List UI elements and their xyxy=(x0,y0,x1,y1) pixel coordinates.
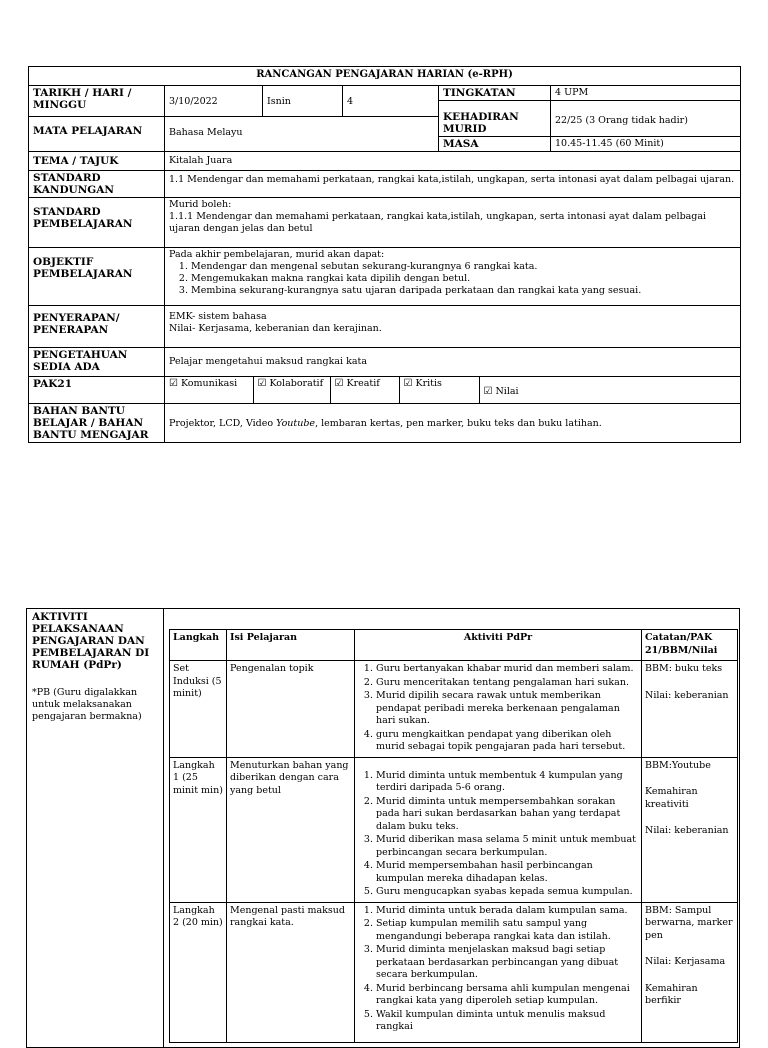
objektif-item: 3. Membina sekurang-kurangnya satu ujaran daripada perkataan dan rangkai kata yang sesuai. xyxy=(191,285,736,297)
masa-value: 10.45-11.45 (60 Minit) xyxy=(551,137,741,152)
table-row xyxy=(170,902,738,1042)
row-aktiviti xyxy=(355,661,642,758)
rph-title: RANCANGAN PENGAJARAN HARIAN (e-RPH) xyxy=(29,67,741,86)
list-item: 1. Murid diminta untuk membentuk 4 kumpulan yang terdiri daripada 5-6 orang. xyxy=(376,770,638,795)
pak21-label: PAK21 xyxy=(29,377,165,404)
row-isi: Pengenalan topik xyxy=(227,661,355,758)
checkbox-icon: ☑ xyxy=(403,378,413,389)
pak21-komunikasi[interactable]: ☑ Komunikasi xyxy=(165,377,253,403)
kehadiran-value: 22/25 (3 Orang tidak hadir) xyxy=(551,101,741,137)
list-item: 3. Murid diberikan masa selama 5 minit untuk membuat perbincangan secara berkumpulan. xyxy=(376,834,638,859)
pak21-grid xyxy=(165,377,740,403)
sp-value xyxy=(165,198,741,248)
aktiviti-sidebar xyxy=(27,609,164,1047)
header-catatan: Catatan/PAK 21/BBM/Nilai xyxy=(642,630,738,661)
list-item: 3. Murid diminta menjelaskan maksud bagi setiap perkataan berdasarkan perbincangan yang dibuat secara berkumpulan. xyxy=(376,944,638,982)
checkbox-icon: ☑ xyxy=(334,378,344,389)
bahan-label: BAHAN BANTU BELAJAR / BAHAN BANTU MENGAJAR xyxy=(29,404,165,443)
tingkatan-value: 4 UPM xyxy=(551,86,741,101)
checkbox-icon: ☑ xyxy=(483,386,493,397)
aktiviti-page xyxy=(26,608,740,1048)
row-aktiviti xyxy=(355,902,642,1042)
sk-label: STANDARD KANDUNGAN xyxy=(29,171,165,198)
pak21-nilai[interactable]: ☑ Nilai xyxy=(483,386,519,397)
row-langkah: Langkah 1 (25 minit min) xyxy=(170,757,227,902)
list-item: 2. Setiap kumpulan memilih satu sampul yang mengandungi beberapa rangkai kata dan istilah. xyxy=(376,918,638,943)
sp-line1: Murid boleh: xyxy=(169,199,232,210)
tingkatan-label: TINGKATAN xyxy=(439,86,551,101)
objektif-item: 2. Mengemukakan makna rangkai kata dipilih dengan betul. xyxy=(191,273,736,285)
list-item: 3. Murid dipilih secara rawak untuk memberikan pendapat peribadi mereka berkenaan pengalaman hari sukan. xyxy=(376,690,638,728)
table-row xyxy=(170,661,738,758)
list-item: 4. Murid berbincang bersama ahli kumpulan mengenai rangkai kata yang diperoleh setiap kumpulan. xyxy=(376,983,638,1008)
aktiviti-heading: AKTIVITI PELAKSANAAN PENGAJARAN DAN PEMBELAJARAN DI RUMAH (PdPr) xyxy=(32,611,150,671)
sk-value: 1.1 Mendengar dan memahami perkataan, rangkai kata,istilah, ungkapan, serta intonasi ayat dalam pelbagai ujaran. xyxy=(165,171,741,198)
hari-value: Isnin xyxy=(263,86,343,117)
aktiviti-list xyxy=(358,663,638,754)
pak21-kritis[interactable]: ☑ Kritis xyxy=(399,377,479,403)
pengetahuan-value: Pelajar mengetahui maksud rangkai kata xyxy=(165,348,741,377)
checkbox-icon: ☑ xyxy=(257,378,267,389)
bahan-value: Projektor, LCD, Video Youtube, lembaran kertas, pen marker, buku teks dan buku latihan. xyxy=(165,404,741,443)
objektif-label: OBJEKTIF PEMBELAJARAN xyxy=(29,248,165,306)
list-item: 1. Murid diminta untuk berada dalam kumpulan sama. xyxy=(376,905,638,918)
pak21-kreatif[interactable]: ☑ Kreatif xyxy=(330,377,399,403)
pak21-kolaboratif[interactable]: ☑ Kolaboratif xyxy=(253,377,330,403)
row-isi: Menuturkan bahan yang diberikan dengan cara yang betul xyxy=(227,757,355,902)
list-item: 1. Guru bertanyakan khabar murid dan memberi salam. xyxy=(376,663,638,676)
penyerapan-line2: Nilai- Kerjasama, keberanian dan kerajinan. xyxy=(169,323,382,334)
penyerapan-value xyxy=(165,306,741,348)
kehadiran-label: KEHADIRAN MURID xyxy=(439,101,551,137)
mata-value: Bahasa Melayu xyxy=(165,117,439,152)
row-catatan: BBM: buku teks Nilai: keberanian xyxy=(642,661,738,758)
sp-line2: 1.1.1 Mendengar dan memahami perkataan, rangkai kata,istilah, ungkapan, serta intonasi ayat dalam pelbagai ujaran dengan jelas dan betul xyxy=(169,211,707,234)
mata-label: MATA PELAJARAN xyxy=(29,117,165,152)
header-isi: Isi Pelajaran xyxy=(227,630,355,661)
rph-table xyxy=(28,66,741,443)
aktiviti-list xyxy=(358,905,638,1034)
row-langkah: Langkah 2 (20 min) xyxy=(170,902,227,1042)
tarikh-value: 3/10/2022 xyxy=(165,86,263,117)
header-langkah: Langkah xyxy=(170,630,227,661)
objektif-item: 1. Mendengar dan mengenal sebutan sekurang-kurangnya 6 rangkai kata. xyxy=(191,261,736,273)
row-catatan: BBM:Youtube Kemahiran kreativiti Nilai: keberanian xyxy=(642,757,738,902)
objektif-intro: Pada akhir pembelajaran, murid akan dapat: xyxy=(169,249,385,260)
aktiviti-list xyxy=(358,770,638,899)
header-aktiviti: Aktiviti PdPr xyxy=(355,630,642,661)
tema-label: TEMA / TAJUK xyxy=(29,152,165,171)
pak21-options xyxy=(165,377,741,404)
tarikh-label: TARIKH / HARI / MINGGU xyxy=(29,86,165,117)
list-item: 4. guru mengkaitkan pendapat yang diberikan oleh murid sebagai topik pengajaran pada hari tersebut. xyxy=(376,729,638,754)
row-langkah: Set Induksi (5 minit) xyxy=(170,661,227,758)
table-row xyxy=(170,757,738,902)
list-item: 2. Guru menceritakan tentang pengalaman hari sukan. xyxy=(376,677,638,690)
masa-label: MASA xyxy=(439,137,551,152)
pengetahuan-label: PENGETAHUAN SEDIA ADA xyxy=(29,348,165,377)
pb-note: *PB (Guru digalakkan untuk melaksanakan pengajaran bermakna) xyxy=(32,687,142,722)
row-aktiviti xyxy=(355,757,642,902)
sp-label: STANDARD PEMBELAJARAN xyxy=(29,198,165,248)
row-catatan: BBM: Sampul berwarna, marker pen Nilai: Kerjasama Kemahiran berfikir xyxy=(642,902,738,1042)
penyerapan-line1: EMK- sistem bahasa xyxy=(169,311,267,322)
list-item: 2. Murid diminta untuk mempersembahkan sorakan pada hari sukan berdasarkan bahan yang terdapat dalam buku teks. xyxy=(376,796,638,834)
penyerapan-label: PENYERAPAN/ PENERAPAN xyxy=(29,306,165,348)
row-isi: Mengenal pasti maksud rangkai kata. xyxy=(227,902,355,1042)
objektif-value xyxy=(165,248,741,306)
list-item: 4. Murid mempersembahan hasil perbincangan kumpulan mereka dihadapan kelas. xyxy=(376,860,638,885)
list-item: 5. Wakil kumpulan diminta untuk menulis maksud rangkai xyxy=(376,1009,638,1034)
checkbox-icon: ☑ xyxy=(169,378,178,389)
list-item: 5. Guru mengucapkan syabas kepada semua kumpulan. xyxy=(376,886,638,899)
minggu-value: 4 xyxy=(343,86,439,117)
objektif-list xyxy=(169,261,736,297)
aktiviti-table xyxy=(169,629,738,1043)
tema-value: Kitalah Juara xyxy=(165,152,741,171)
